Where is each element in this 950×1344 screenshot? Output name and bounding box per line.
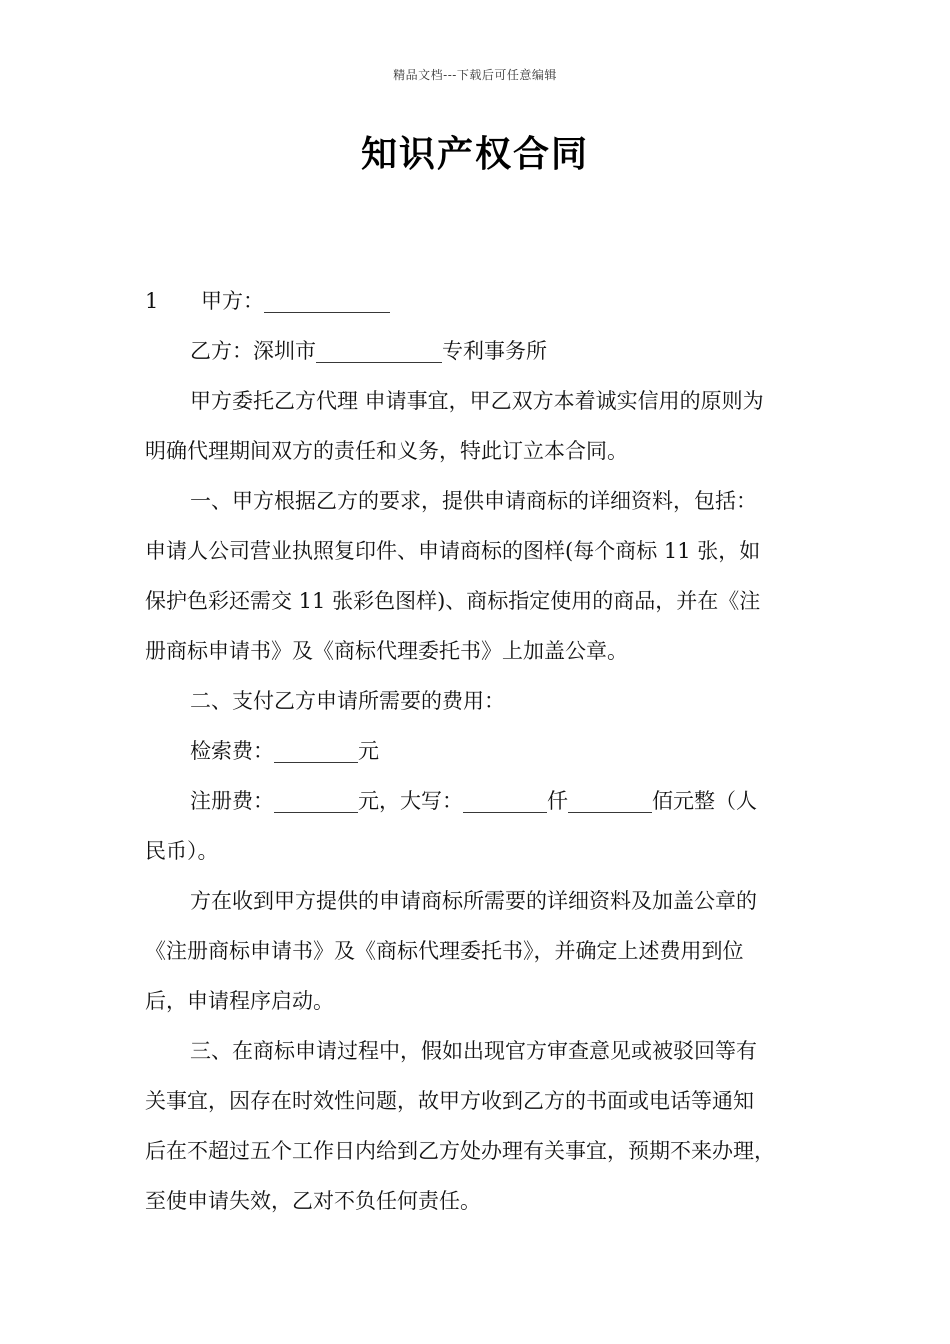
paragraph-line: 民币）。: [145, 839, 219, 863]
document-title: 知识产权合同: [360, 133, 589, 175]
search-fee-line: 检索费：________元: [190, 739, 379, 763]
paragraph-line: 一、甲方根据乙方的要求，提供申请商标的详细资料，包括：: [190, 489, 757, 513]
party-b-line: 乙方：深圳市____________专利事务所: [190, 339, 547, 363]
paragraph-line: 三、在商标申请过程中，假如出现官方审查意见或被驳回等有: [190, 1039, 757, 1063]
registration-fee-line: 注册费：________元，大写：________仟________佰元整（人: [190, 789, 757, 813]
paragraph-line: 申请人公司营业执照复印件、申请商标的图样(每个商标 11 张，如: [145, 539, 761, 563]
paragraph-line: 方在收到甲方提供的申请商标所需要的详细资料及加盖公章的: [190, 889, 757, 913]
paragraph-line: 后在不超过五个工作日内给到乙方处办理有关事宜，预期不来办理，: [145, 1139, 775, 1163]
paragraph-line: 至使申请失效，乙对不负任何责任。: [145, 1189, 481, 1213]
item-number: 1: [145, 289, 159, 313]
page-header-note: 精品文档---下载后可任意编辑: [393, 68, 557, 82]
paragraph-line: 后，申请程序启动。: [145, 989, 334, 1013]
paragraph-line: 甲方委托乙方代理 申请事宜，甲乙双方本着诚实信用的原则为: [190, 389, 764, 413]
paragraph-line: 册商标申请书》及《商标代理委托书》上加盖公章。: [145, 639, 628, 663]
party-a-text: 甲方：____________: [201, 289, 390, 313]
paragraph-line: 保护色彩还需交 11 张彩色图样)、商标指定使用的商品，并在《注: [145, 589, 761, 613]
paragraph-line: 明确代理期间双方的责任和义务，特此订立本合同。: [145, 439, 628, 463]
paragraph-line: 《注册商标申请书》及《商标代理委托书》，并确定上述费用到位: [145, 939, 744, 963]
paragraph-line: 二、支付乙方申请所需要的费用：: [190, 689, 505, 713]
party-a-line: [145, 286, 815, 316]
paragraph-line: 关事宜，因存在时效性问题，故甲方收到乙方的书面或电话等通知: [145, 1089, 754, 1113]
